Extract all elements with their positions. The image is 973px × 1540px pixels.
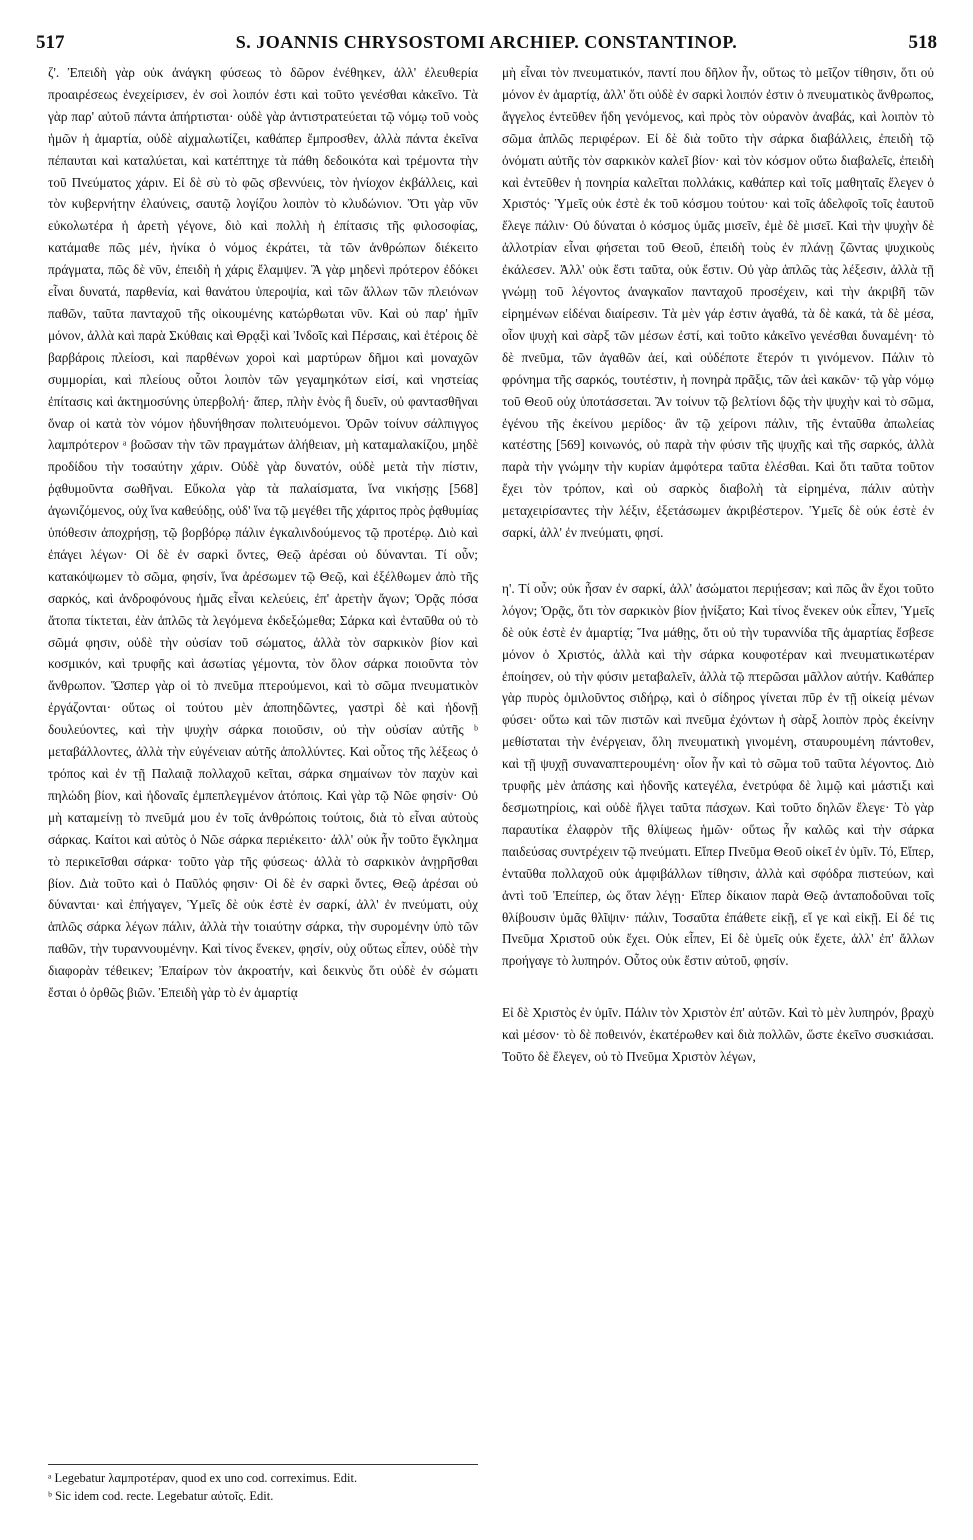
footnote: ᵇ Sic idem cod. recte. Legebatur αὐτοῖς. Edit. <box>48 1489 274 1503</box>
paragraph: Εἰ δὲ Χριστὸς ἐν ὑμῖν. Πάλιν τὸν Χριστὸν ἐπ' αὐτῶν. Καὶ τὸ μὲν λυπηρόν, βραχὺ καὶ μέσον· τὸ δὲ ποθεινόν, ἑκατέρωθεν καὶ διὰ πολλῶν, ὥστε ἐκεῖνο συσκιάσαι. Τοῦτο δὲ ἔλεγεν, οὐ τὸ Πνεῦμα Χριστὸν λέγων, <box>502 1005 934 1065</box>
left-page-number: 517 <box>36 32 65 53</box>
paragraph: ζ'. Ἐπειδὴ γὰρ οὐκ ἀνάγκη φύσεως τὸ δῶρον ἐνέθηκεν, ἀλλ' ἐλευθερία προαιρέσεως ἐνεχείρισεν, ἐν σοὶ λοιπόν ἐστι καὶ τοῦτο γενέσθαι κἀκεῖνο. Τὰ γὰρ παρ' αὐτοῦ πάντα ἀπήρτισται· οὐδὲ γὰρ ἀντιστρατεύεται τῷ νόμῳ τοῦ νοὸς ἡμῶν ἡ ἁμαρτία, οὐδὲ αἰχμαλωτίζει, καθάπερ ἔμπροσθεν, ἀλλὰ πάντα ἐκεῖνα πέπαυται καὶ καταλύεται, καὶ κατέπτηχε τὰ πάθη δεδοικότα καὶ τρέμοντα τὴν τοῦ Πνεύματος χάριν. Εἰ δὲ σὺ τὸ φῶς σβεννύεις, τὸν ἡνίοχον ἐκβάλλεις, καὶ τὸν κυβερνήτην ἐλαύνεις, σαυτῷ λογίζου λοιπὸν τὸ κλυδώνιον. Ὅτι γὰρ νῦν εὐκολωτέρα ἡ ἀρετὴ γέγονε, διὸ καὶ πολλὴ ἡ ἐπίτασις τῆς φιλοσοφίας, κατάμαθε πῶς μέν, ἡνίκα ὁ νόμος ἐκράτει, τὰ τῶν ἀνθρώπων διέκειτο πράγματα, πῶς δὲ νῦν, ἐπειδὴ ἡ χάρις ἔλαμψεν. Ἃ γὰρ μηδενὶ πρότερον ἐδόκει εἶναι δυνατά, παρθενία, καὶ θανάτου ὑπεροψία, καὶ τῶν ἄλλων τῶν πλειόνων παθῶν, ταῦτα πανταχοῦ τῆς οἰκουμένης κατώρθωται νῦν. Καὶ οὐ παρ' ἡμῖν μόνον, ἀλλὰ καὶ παρὰ Σκύθαις καὶ Θρᾳξὶ καὶ Ἰνδοῖς καὶ Πέρσαις, καὶ ἑτέροις δὲ βαρβάροις πλείοσι, καὶ παρθένων χοροὶ καὶ μαρτύρων δῆμοι καὶ μοναχῶν συμμορίαι, καὶ πλείους οὗτοι λοιπὸν τῶν γεγαμηκότων εἰσί, καὶ νηστείας ἐπίτασις καὶ ἀκτημοσύνης ὑπερβολή· ἅπερ, πλὴν ἑνὸς ἢ δυεῖν, οὐ φαντασθῆναι ὄναρ οἱ κατὰ τὸν νόμον ἠδυνήθησαν πολιτευόμενοι. Ὁρῶν τοίνυν σάλπιγγος λαμπρότερον ᵃ βοῶσαν τὴν τῶν πραγμάτων ἀλήθειαν, μὴ καταμαλακίζου, μηδὲ προδίδου τὴν τοσαύτην χάριν. Οὐδὲ γὰρ δυνατόν, οὐδὲ μετὰ τὴν πίστιν, ῥᾳθυμοῦντα σωθῆναι. Εὔκολα γὰρ τὰ παλαίσματα, ἵνα νικήσῃς [568] ἀγωνιζόμενος, οὐχ ἵνα καθεύδῃς, οὐδ' ἵνα τῷ μεγέθει τῆς χάριτος πρὸς ῥᾳθυμίας ὑπόθεσιν ἀποχρήσῃ, τῷ βορβόρῳ πάλιν ἐγκαλινδούμενος τῷ προτέρῳ. Διὸ καὶ ἐπάγει λέγων· Οἱ δὲ ἐν σαρκὶ ὄντες, Θεῷ ἀρέσαι οὐ δύνανται. Τί οὖν; κατακόψωμεν τὸ σῶμα, φησίν, ἵνα ἀρέσωμεν τῷ Θεῷ, καὶ ἐξέλθωμεν ἀπὸ τῆς σαρκός, καὶ ἀνδροφόνους ἡμᾶς εἶναι κελεύεις, ἐπ' ἀρετὴν ἄγων; Ὁρᾷς πόσα ἄτοπα τίκτεται, ἐὰν ἁπλῶς τὰ λεγόμενα ἐκδεξώμεθα; Σάρκα καὶ ἐνταῦθα οὐ τὸ σῶμά φησιν, οὐδὲ τὴν οὐσίαν τοῦ σώματος, ἀλλὰ τὸν σαρκικὸν βίον καὶ κοσμικόν, καὶ τρυφῆς καὶ ἀσωτίας γέμοντα, τὸν ὅλον σάρκα ποιοῦντα τὸν ἄνθρωπον. Ὥσπερ γὰρ οἱ τὸ πνεῦμα πτερούμενοι, καὶ τὸ σῶμα πνευματικὸν ἐργάζονται· οὕτως οἱ τούτου μὲν ἀποπηδῶντες, γαστρὶ δὲ καὶ ἡδονῇ δουλεύοντες, καὶ τὴν ψυχὴν σάρκα ποιοῦσιν, οὐ τὴν οὐσίαν αὐτῆς ᵇ μεταβάλλοντες, ἀλλὰ τὴν εὐγένειαν αὐτῆς ἀπολλύντες. Καὶ οὗτος τῆς λέξεως ὁ τρόπος καὶ ἐν τῇ Παλαιᾷ πολλαχοῦ κεῖται, σάρκα σημαίνων τὸν παχὺν καὶ πηλώδη βίον, καὶ ἡδοναῖς ἐμπεπλεγμένον ἀτόποις. Καὶ γὰρ τῷ Νῶε φησίν· Οὐ μὴ καταμείνῃ τὸ πνεῦμά μου ἐν τοῖς ἀνθρώποις τούτοις, διὰ τὸ εἶναι αὐτοὺς σάρκας. Καίτοι καὶ αὐτὸς ὁ Νῶε σάρκα περιέκειτο· ἀλλ' οὐκ ἦν τοῦτο ἔγκλημα τὸ περικεῖσθαι σάρκα· τοῦτο γὰρ τῆς φύσεως· ἀλλὰ τὸ σαρκικὸν ἀνῃρῆσθαι βίον. Διὰ τοῦτο καὶ ὁ Παῦλός φησιν· Οἱ δὲ ἐν σαρκὶ ὄντες, Θεῷ ἀρέσαι οὐ δύνανται· καὶ ἐπήγαγεν, Ὑμεῖς δὲ οὐκ ἐστὲ ἐν σαρκί, ἀλλ' ἐν πνεύματι, οὐχ ἁπλῶς σάρκα λέγων πάλιν, ἀλλὰ τὴν τοιαύτην σάρκα, τὴν συρομένην ὑπὸ τῶν παθῶν, τὴν τυραννουμένην. Καὶ τίνος ἕνεκεν, φησίν, οὐχ οὕτως εἶπεν, οὐδὲ τὴν διαφορὰν τέθεικεν; Ἐπαίρων τὸν ἀκροατήν, καὶ δεικνὺς ὅτι οὐδὲ ἐν σώματι ἔσται ὁ ὀρθῶς βιῶν. Ἐπειδὴ γὰρ τὸ ἐν ἁμαρτίᾳ <box>48 65 478 1001</box>
running-title: S. JOANNIS CHRYSOSTOMI ARCHIEP. CONSTANTINOP. <box>235 32 738 52</box>
right-page-number: 518 <box>908 32 937 53</box>
footnote: ᵃ Legebatur λαμπροτέραν, quod ex uno cod. correximus. Edit. <box>48 1471 358 1485</box>
footnotes <box>48 1464 478 1505</box>
paragraph: μὴ εἶναι τὸν πνευματικόν, παντί που δῆλον ἦν, οὕτως τὸ μεῖζον τίθησιν, ὅτι οὐ μόνον ἐν ἁμαρτίᾳ, ἀλλ' ὅτι οὐδὲ ἐν σαρκὶ λοιπόν ἐστιν ὁ πνευματικὸς ἄνθρωπος, ἄγγελος ἐντεῦθεν ἤδη γενόμενος, καὶ πρὸς τὸν οὐρανὸν ἀναβάς, καὶ λοιπὸν τὸ σῶμα ἁπλῶς περιφέρων. Εἰ δὲ διὰ τοῦτο τὴν σάρκα διαβάλλεις, ἐπειδὴ τῷ ὀνόματι αὐτῆς τὸν σαρκικὸν καλεῖ βίον· καὶ τὸν κόσμον οὕτω διαβαλεῖς, ἐπειδὴ καὶ ἐντεῦθεν ἡ πονηρία καλεῖται πολλάκις, καθάπερ καὶ τοῖς μαθηταῖς ἔλεγεν ὁ Χριστός· Ὑμεῖς οὐκ ἐστὲ ἐκ τοῦ κόσμου τούτου· καὶ τοῖς ἀδελφοῖς τοῖς ἑαυτοῦ ἔλεγε πάλιν· Οὐ δύναται ὁ κόσμος ὑμᾶς μισεῖν, ἐμὲ δὲ μισεῖ. Καὶ τὴν ψυχὴν δὲ ἀλλοτρίαν εἶναι φήσεται τοῦ Θεοῦ, ἐπειδὴ τοὺς ἐν πλάνῃ ζῶντας ψυχικοὺς ἐκάλεσεν. Ἀλλ' οὐκ ἔστι ταῦτα, οὐκ ἔστιν. Οὐ γὰρ ἁπλῶς τὰς λέξεσιν, ἀλλὰ τῇ γνώμῃ τοῦ λέγοντος ἀναγκαῖον πανταχοῦ προσέχειν, καὶ τὴν ἀκριβῆ τῶν εἰρημένων εἰδέναι διαίρεσιν. Τὰ μὲν γάρ ἐστιν ἀγαθά, τὰ δὲ κακά, τὰ δὲ μέσα, οἷον ψυχὴ καὶ σὰρξ τῶν μέσων ἐστί, καὶ τοῦτο κἀκεῖνο γενέσθαι δυναμένη· τὸ δὲ πνεῦμα, τῶν ἀγαθῶν ἀεί, καὶ οὐδέποτε ἕτερόν τι γινόμενον. Πάλιν τὸ φρόνημα τῆς σαρκός, τουτέστιν, ἡ πονηρὰ πρᾶξις, τῶν ἀεὶ κακῶν· τῷ γὰρ νόμῳ τοῦ Θεοῦ οὐχ ὑποτάσσεται. Ἂν τοίνυν τῷ βελτίονι δῷς τὴν ψυχὴν καὶ τὸ σῶμα, ἐγένου τῆς ἐκείνου μερίδος· ἂν τῷ χείρονι πάλιν, τῆς ἐνταῦθα ἀπωλείας κατέστης [569] κοινωνός, οὐ παρὰ τὴν φύσιν τῆς ψυχῆς καὶ τῆς σαρκός, ἀλλὰ παρὰ τὴν γνώμην τὴν κυρίαν ἀμφότερα ταῦτα ἑλέσθαι. Καὶ ὅτι ταῦτα τοῦτον ἔχει τὸν τρόπον, καὶ οὐ σαρκὸς διαβολὴ τὰ εἰρημένα, πάλιν αὐτὴν μεταχειρίσαντες τὴν λέξιν, ἐξετάσωμεν ἀκριβέστερον. Ὑμεῖς δὲ οὐκ ἐστὲ ἐν σαρκί, ἀλλ' ἐν πνεύματι, φησί. <box>502 65 934 541</box>
left-column <box>48 62 478 1008</box>
paragraph: η'. Τί οὖν; οὐκ ἦσαν ἐν σαρκί, ἀλλ' ἀσώματοι περιῄεσαν; καὶ πῶς ἂν ἔχοι τοῦτο λόγον; Ὁρᾷς, ὅτι τὸν σαρκικὸν βίον ᾐνίξατο; Καὶ τίνος ἕνεκεν οὐκ εἶπεν, Ὑμεῖς δὲ οὐκ ἐστὲ ἐν ἁμαρτίᾳ; Ἵνα μάθῃς, ὅτι οὐ τὴν τυραννίδα τῆς ἁμαρτίας ἔσβεσε μόνον ὁ Χριστός, ἀλλὰ καὶ τὴν σάρκα κουφοτέραν καὶ πνευματικωτέραν ἐποίησεν, οὐ τὴν φύσιν μεταβαλεῖν, ἀλλὰ τῷ πτερῶσαι μᾶλλον αὐτήν. Καθάπερ γὰρ πυρὸς ὁμιλοῦντος σιδήρῳ, καὶ ὁ σίδηρος γίνεται πῦρ ἐν τῇ οἰκείᾳ μένων φύσει· οὕτω καὶ τῶν πιστῶν καὶ πνεῦμα ἐχόντων ἡ σὰρξ λοιπὸν πρὸς ἐκείνην μεθίσταται τὴν ἐνέργειαν, ὅλη πνευματικὴ γινομένη, σταυρουμένη πάντοθεν, καὶ τῇ ψυχῇ συναναπτερουμένη· οἷον ἦν καὶ τὸ σῶμα τοῦ ταῦτα λέγοντος. Διὸ τρυφῆς μὲν ἁπάσης καὶ ἡδονῆς κατεγέλα, ἐνετρύφα δὲ λιμῷ καὶ μάστιξι καὶ δεσμωτηρίοις, καὶ οὐδὲ ἤλγει ταῦτα πάσχων. Καὶ τοῦτο δηλῶν ἔλεγε· Τὸ γὰρ παραυτίκα ἐλαφρὸν τῆς θλίψεως ἡμῶν· οὕτως ἦν καλῶς καὶ τὴν σάρκα παιδεύσας συντρέχειν τῷ πνεύματι. Εἴπερ Πνεῦμα Θεοῦ οἰκεῖ ἐν ὑμῖν. Τό, Εἴπερ, ἐνταῦθα πολλαχοῦ οὐκ ἀμφιβάλλων τίθησιν, ἀλλὰ καὶ σφόδρα πιστεύων, καὶ ἀντὶ τοῦ Ἐπείπερ, ὡς ὅταν λέγῃ· Εἴπερ δίκαιον παρὰ Θεῷ ἀνταποδοῦναι τοῖς θλίβουσιν ὑμᾶς θλῖψιν· πάλιν, Τοσαῦτα ἐπάθετε εἰκῇ, εἴ γε καὶ εἰκῇ. Εἰ δέ τις Πνεῦμα Χριστοῦ οὐκ ἔχει. Οὐκ εἶπεν, Εἰ δὲ ὑμεῖς οὐκ ἔχετε, ἀλλ' ἐπ' ἄλλων προήγαγε τὸ λυπηρόν. Οὗτος οὐκ ἔστιν αὐτοῦ, φησίν. <box>502 580 934 969</box>
running-header <box>36 32 937 58</box>
right-column <box>502 62 934 1072</box>
